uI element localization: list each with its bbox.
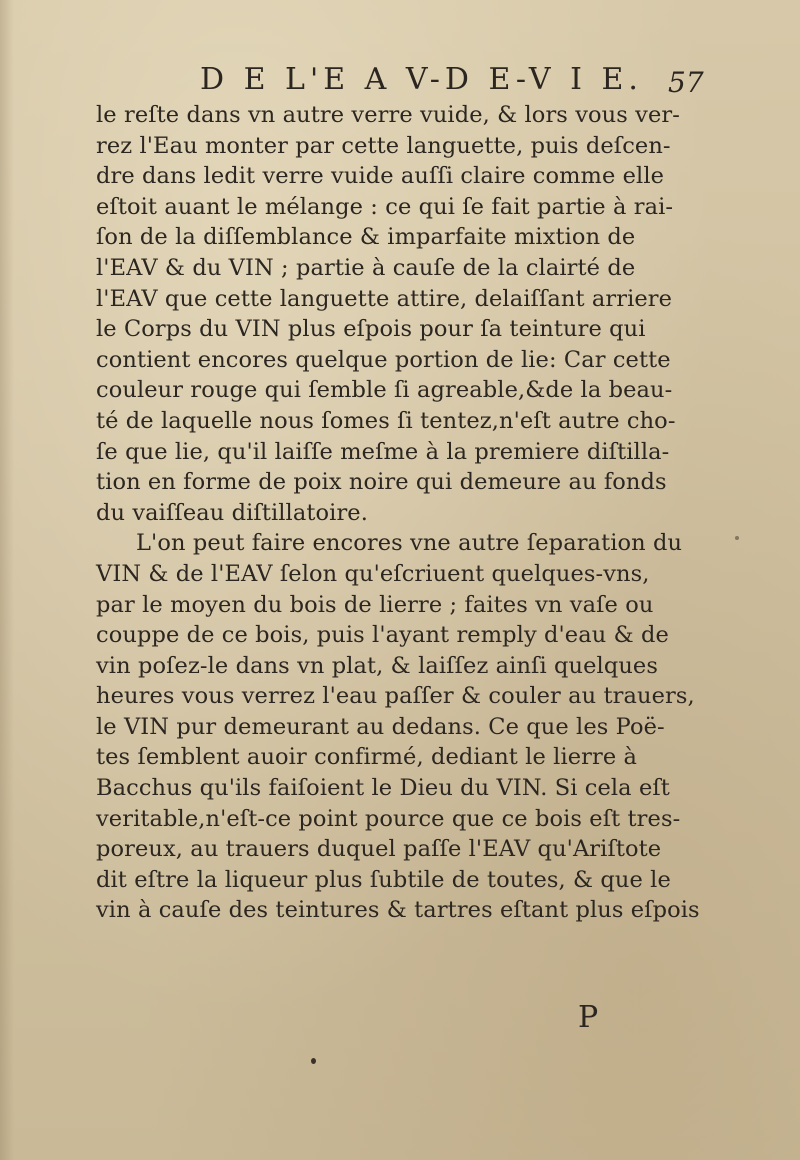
ink-speck [311, 1058, 316, 1064]
text-line: té de laquelle nous ſomes ſi tentez,n'eſt autre cho- [96, 407, 676, 434]
text-line: le VIN pur demeurant au dedans. Ce que les Poë- [96, 713, 665, 740]
paragraph-first-line: L'on peut faire encores vne autre ſeparation du [136, 530, 683, 557]
text-line: ſe que lie, qu'il laiſſe meſme à la premiere diſtilla- [96, 438, 670, 465]
ink-speck [735, 536, 739, 540]
text-line: contient encores quelque portion de lie: Car cette [96, 346, 671, 373]
text-line: veritable,n'eſt-ce point pource que ce bois eſt tres- [96, 805, 681, 832]
page-edge-shadow [0, 0, 14, 1160]
text-line: du vaiſſeau diſtillatoire. [96, 499, 368, 526]
text-line: couppe de ce bois, puis l'ayant remply d'eau & de [96, 622, 669, 649]
signature-mark: P [578, 1000, 599, 1035]
text-line: tes ſemblent auoir confirmé, dediant le lierre à [96, 744, 638, 771]
text-line: l'EAV & du VIN ; partie à cauſe de la clairté de [96, 254, 636, 281]
text-line: tion en forme de poix noire qui demeure au fonds [96, 469, 667, 496]
text-line: poreux, au trauers duquel paſſe l'EAV qu'Ariſtote [96, 836, 662, 863]
page-number: 57 [668, 66, 704, 99]
text-line: le Corps du VIN plus eſpois pour ſa teinture qui [96, 316, 646, 343]
text-line: eſtoit auant le mélange : ce qui ſe fait partie à rai- [96, 193, 674, 220]
text-line: vin à cauſe des teintures & tartres eſtant plus eſpois [96, 897, 700, 924]
text-line: dre dans ledit verre vuide auſſi claire comme elle [96, 163, 665, 190]
text-line: le reſte dans vn autre verre vuide, & lors vous ver- [96, 102, 680, 128]
running-head: D E L'E A V-D E-V I E. [200, 62, 643, 97]
text-line: l'EAV que cette languette attire, delaiſſant arriere [96, 285, 673, 312]
text-line: heures vous verrez l'eau paſſer & couler au trauers, [96, 683, 695, 710]
text-line: ſon de la diſſemblance & imparfaite mixtion de [96, 224, 636, 251]
text-line: VIN & de l'EAV ſelon qu'eſcriuent quelques-vns, [96, 560, 650, 587]
text-line: dit eſtre la liqueur plus ſubtile de toutes, & que le [96, 866, 671, 893]
body-text [96, 100, 706, 926]
text-line: vin poſez-le dans vn plat, & laiſſez ainſi quelques [96, 652, 658, 679]
text-line: par le moyen du bois de lierre ; faites vn vaſe ou [96, 591, 654, 618]
text-line: Bacchus qu'ils faiſoient le Dieu du VIN. Si cela eſt [96, 775, 670, 802]
text-line: couleur rouge qui ſemble ſi agreable,&de la beau- [96, 377, 673, 404]
text-line: rez l'Eau monter par cette languette, puis deſcen- [96, 132, 671, 159]
